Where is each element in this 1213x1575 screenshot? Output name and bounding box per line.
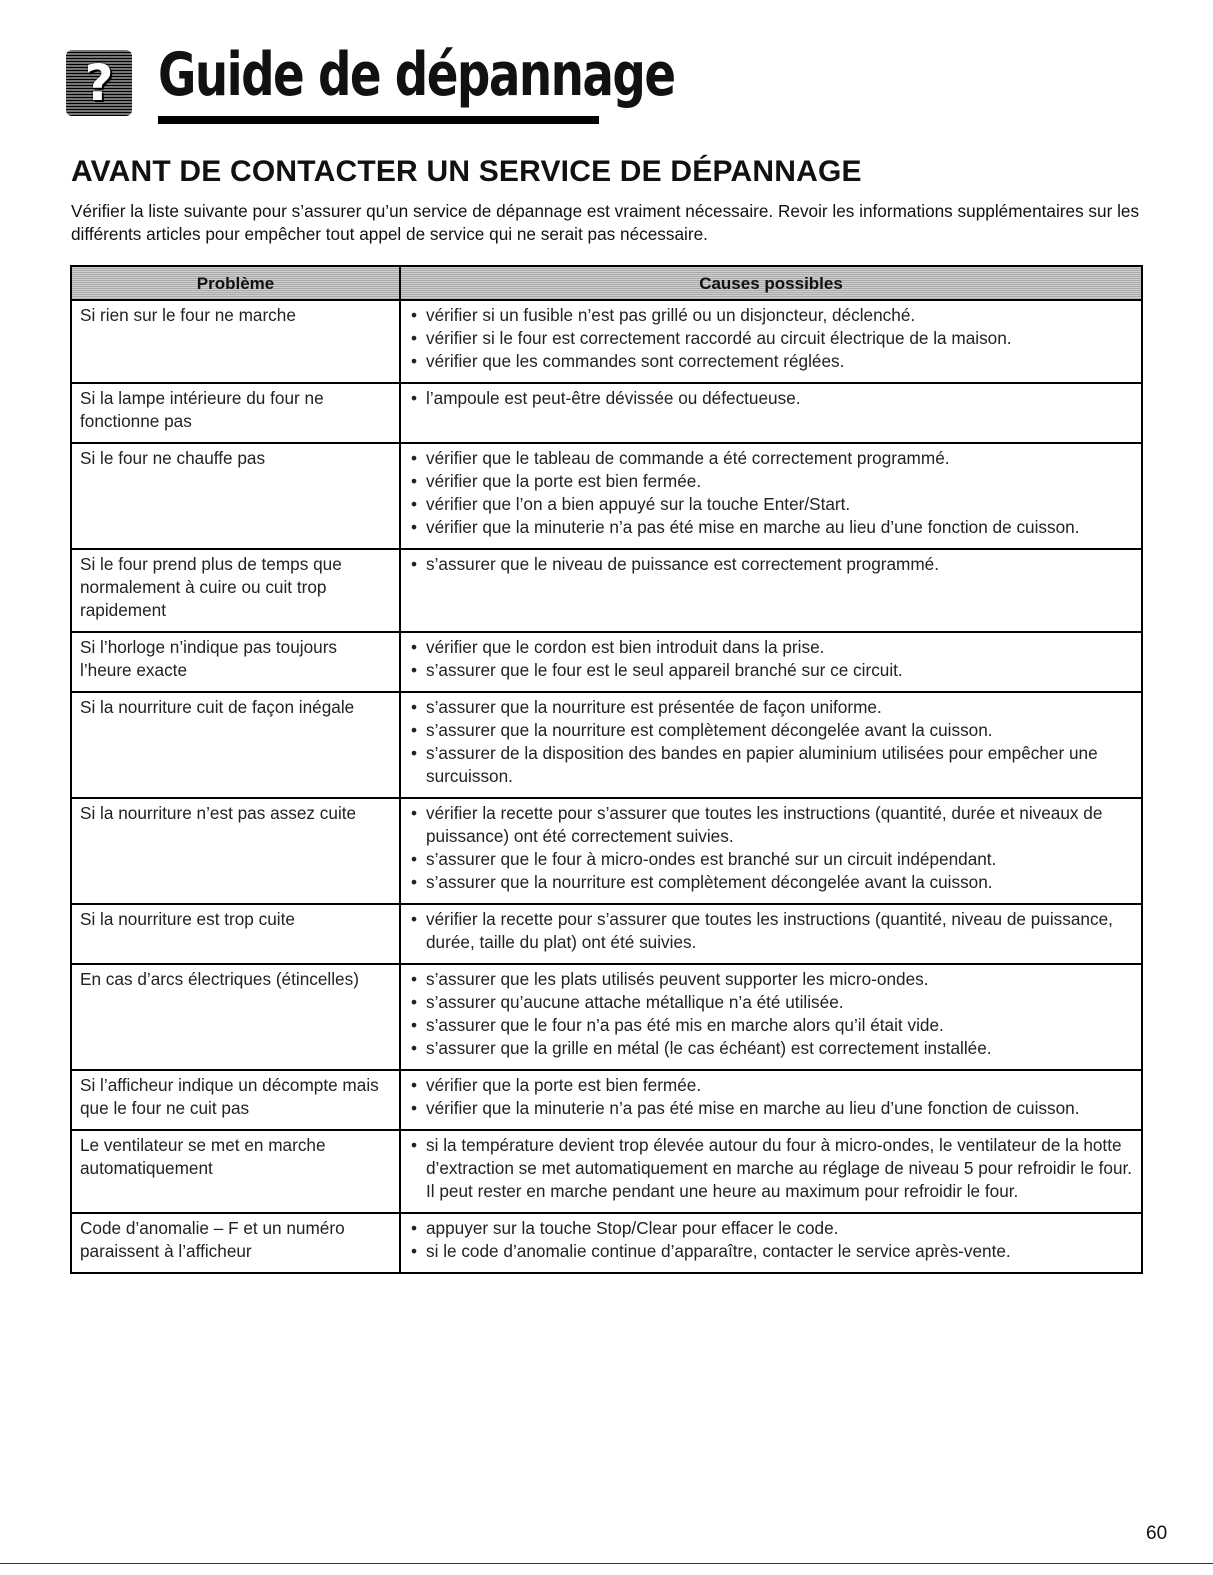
problem-cell: Si la nourriture est trop cuite — [71, 904, 400, 964]
question-mark-glyph: ? — [84, 54, 114, 112]
cause-item: • vérifier que le cordon est bien introduit dans la prise. — [409, 636, 1133, 659]
problem-cell: Si le four ne chauffe pas — [71, 443, 400, 549]
causes-list — [409, 553, 1133, 576]
problem-cell: Code d’anomalie – F et un numéro paraissent à l’afficheur — [71, 1213, 400, 1273]
causes-list — [409, 1134, 1133, 1203]
cause-item: • vérifier la recette pour s’assurer que toutes les instructions (quantité, durée et niveaux de puissance) ont été correctement suivies. — [409, 802, 1133, 848]
cause-item: • si la température devient trop élevée autour du four à micro-ondes, le ventilateur de la hotte d’extraction se met automatiquement en marche au réglage de niveau 5 pour refroidir le four. Il peut rester en marche pendant une heure au maximum pour refroidir le four. — [409, 1134, 1133, 1203]
problem-cell: Si l’afficheur indique un décompte mais que le four ne cuit pas — [71, 1070, 400, 1130]
table-row — [71, 1070, 1142, 1130]
cause-item: • s’assurer que la nourriture est complètement décongelée avant la cuisson. — [409, 719, 1133, 742]
causes-list — [409, 387, 1133, 410]
table-header-row — [71, 266, 1142, 300]
causes-cell — [400, 904, 1142, 964]
cause-item: • vérifier que le tableau de commande a été correctement programmé. — [409, 447, 1133, 470]
causes-list — [409, 696, 1133, 788]
cause-item: • s’assurer que la nourriture est complètement décongelée avant la cuisson. — [409, 871, 1133, 894]
page-number: 60 — [1146, 1523, 1168, 1544]
table-row — [71, 1213, 1142, 1273]
cause-item: • vérifier si le four est correctement raccordé au circuit électrique de la maison. — [409, 327, 1133, 350]
cause-item: • vérifier que la minuterie n’a pas été mise en marche au lieu d’une fonction de cuisson. — [409, 1097, 1133, 1120]
causes-list — [409, 802, 1133, 894]
cause-item: • s’assurer que le niveau de puissance est correctement programmé. — [409, 553, 1133, 576]
table-row — [71, 798, 1142, 904]
cause-item: • vérifier que la porte est bien fermée. — [409, 1074, 1133, 1097]
table-row — [71, 692, 1142, 798]
column-header-problem: Problème — [71, 266, 400, 300]
causes-cell — [400, 692, 1142, 798]
table-row — [71, 549, 1142, 632]
table-row — [71, 964, 1142, 1070]
problem-cell: Si la lampe intérieure du four ne fonctionne pas — [71, 383, 400, 443]
cause-item: • s’assurer de la disposition des bandes en papier aluminium utilisées pour empêcher une surcuisson. — [409, 742, 1133, 788]
table-row — [71, 632, 1142, 692]
problem-cell: Si rien sur le four ne marche — [71, 300, 400, 383]
causes-cell — [400, 383, 1142, 443]
cause-item: • s’assurer qu’aucune attache métallique n’a été utilisée. — [409, 991, 1133, 1014]
cause-item: • vérifier que l’on a bien appuyé sur la touche Enter/Start. — [409, 493, 1133, 516]
causes-list — [409, 304, 1133, 373]
causes-cell — [400, 549, 1142, 632]
causes-cell — [400, 798, 1142, 904]
cause-item: • s’assurer que le four est le seul appareil branché sur ce circuit. — [409, 659, 1133, 682]
intro-paragraph: Vérifier la liste suivante pour s’assurer qu’un service de dépannage est vraiment nécessaire. Revoir les informations supplémentaires sur les différents articles pour empêcher tout appel de service qui ne serait pas nécessaire. — [71, 201, 1140, 244]
causes-list — [409, 636, 1133, 682]
bottom-rule — [0, 1563, 1213, 1564]
causes-list — [409, 1217, 1133, 1263]
problem-cell: Si l’horloge n’indique pas toujours l’heure exacte — [71, 632, 400, 692]
question-mark-icon — [66, 50, 132, 116]
problem-cell: Si la nourriture n’est pas assez cuite — [71, 798, 400, 904]
page-header — [66, 40, 820, 124]
title-underline — [158, 116, 599, 124]
section-heading: AVANT DE CONTACTER UN SERVICE DE DÉPANNAGE — [71, 155, 862, 188]
table-row — [71, 383, 1142, 443]
causes-list — [409, 1074, 1133, 1120]
causes-cell — [400, 1213, 1142, 1273]
problem-cell: Si le four prend plus de temps que normalement à cuire ou cuit trop rapidement — [71, 549, 400, 632]
cause-item: • appuyer sur la touche Stop/Clear pour effacer le code. — [409, 1217, 1133, 1240]
cause-item: • vérifier que les commandes sont correctement réglées. — [409, 350, 1133, 373]
problem-cell: En cas d’arcs électriques (étincelles) — [71, 964, 400, 1070]
cause-item: • vérifier que la porte est bien fermée. — [409, 470, 1133, 493]
cause-item: • vérifier si un fusible n’est pas grillé ou un disjoncteur, déclenché. — [409, 304, 1133, 327]
column-header-causes: Causes possibles — [400, 266, 1142, 300]
cause-item: • s’assurer que le four n’a pas été mis en marche alors qu’il était vide. — [409, 1014, 1133, 1037]
causes-list — [409, 908, 1133, 954]
cause-item: • s’assurer que les plats utilisés peuvent supporter les micro-ondes. — [409, 968, 1133, 991]
table-row — [71, 1130, 1142, 1213]
causes-cell — [400, 1130, 1142, 1213]
causes-cell — [400, 632, 1142, 692]
table-row — [71, 904, 1142, 964]
table-row — [71, 443, 1142, 549]
problem-cell: Le ventilateur se met en marche automatiquement — [71, 1130, 400, 1213]
cause-item: • vérifier que la minuterie n’a pas été mise en marche au lieu d’une fonction de cuisson. — [409, 516, 1133, 539]
causes-cell — [400, 1070, 1142, 1130]
causes-cell — [400, 964, 1142, 1070]
troubleshooting-table — [70, 265, 1143, 1274]
causes-list — [409, 447, 1133, 539]
table-row — [71, 300, 1142, 383]
title-block — [158, 40, 820, 124]
causes-cell — [400, 300, 1142, 383]
cause-item: • s’assurer que la nourriture est présentée de façon uniforme. — [409, 696, 1133, 719]
table-body — [71, 300, 1142, 1273]
cause-item: • s’assurer que le four à micro-ondes est branché sur un circuit indépendant. — [409, 848, 1133, 871]
cause-item: • s’assurer que la grille en métal (le cas échéant) est correctement installée. — [409, 1037, 1133, 1060]
cause-item: • si le code d’anomalie continue d’apparaître, contacter le service après-vente. — [409, 1240, 1133, 1263]
cause-item: • vérifier la recette pour s’assurer que toutes les instructions (quantité, niveau de puissance, durée, taille du plat) ont été suivies. — [409, 908, 1133, 954]
causes-cell — [400, 443, 1142, 549]
page-title: Guide de dépannage — [158, 40, 675, 110]
cause-item: • l’ampoule est peut-être dévissée ou défectueuse. — [409, 387, 1133, 410]
causes-list — [409, 968, 1133, 1060]
problem-cell: Si la nourriture cuit de façon inégale — [71, 692, 400, 798]
